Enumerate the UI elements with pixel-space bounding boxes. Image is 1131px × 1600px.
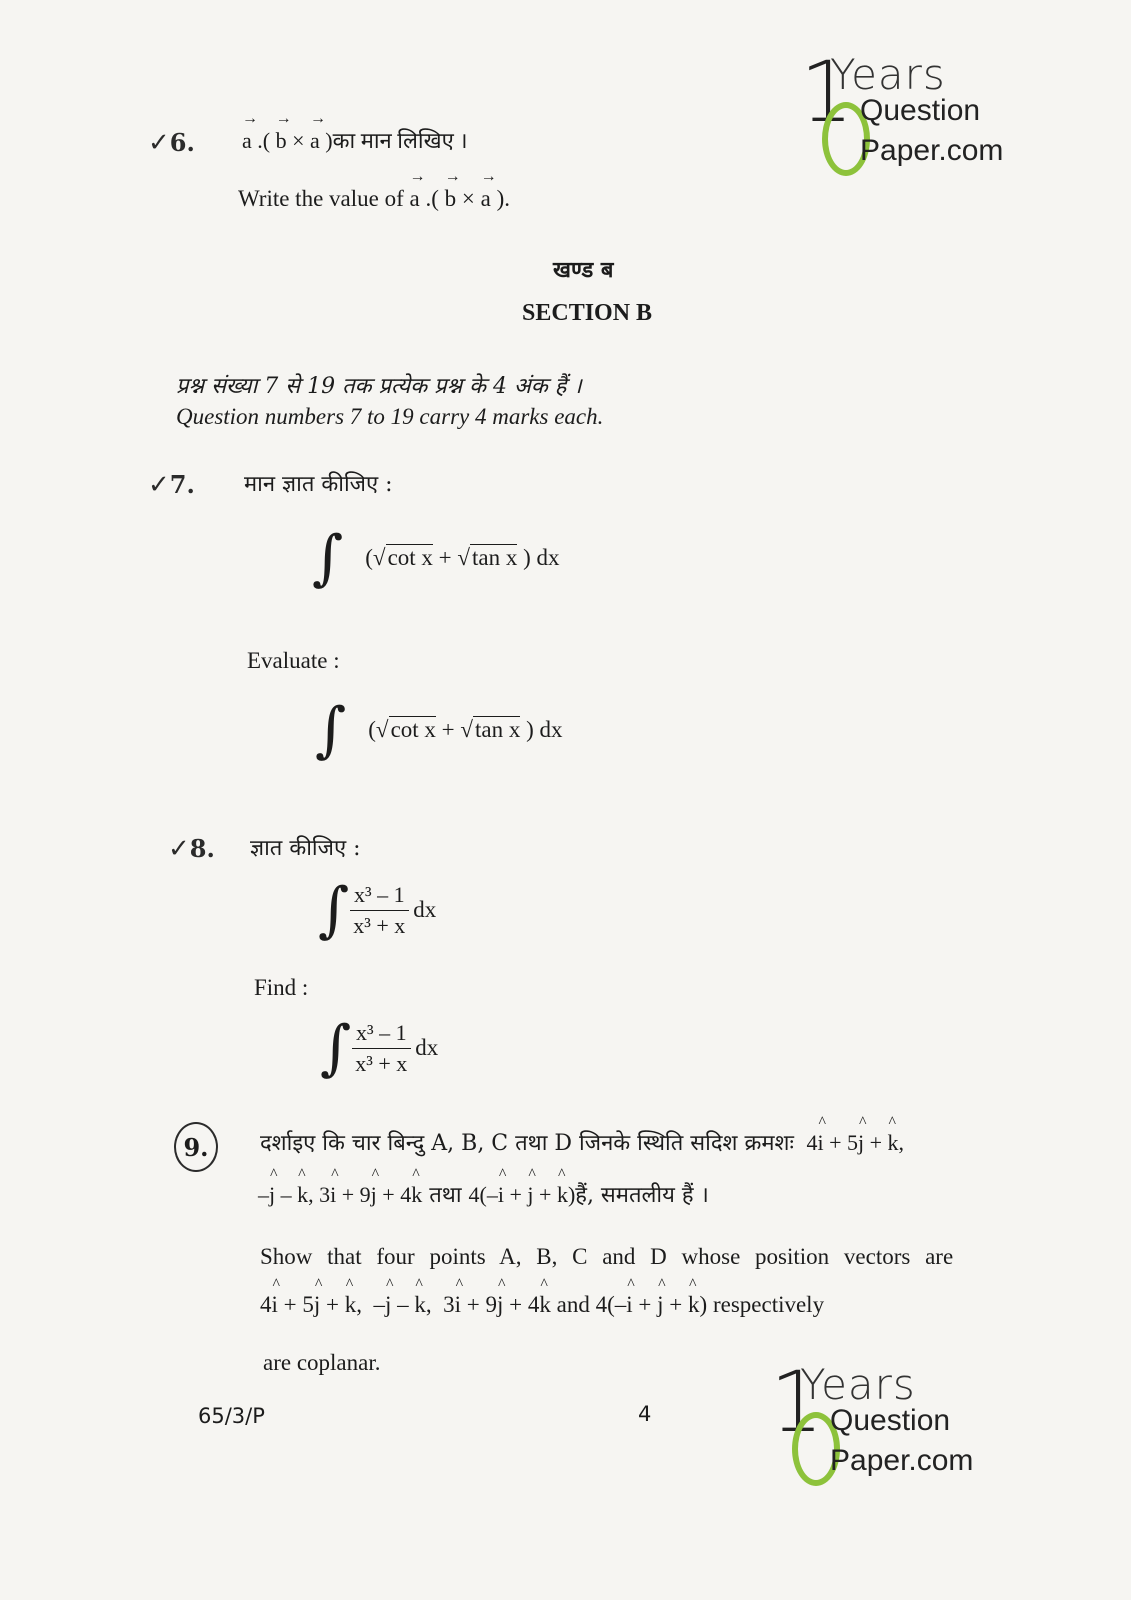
dx-term-3: dx (413, 897, 437, 922)
q7-english: Evaluate : (247, 648, 340, 673)
logo-digit-2: 1 (770, 1353, 824, 1451)
section-hindi: खण्ड ब (553, 257, 614, 283)
fraction-denominator: x³ + x (353, 912, 406, 938)
logo-years-2: Years (800, 1360, 916, 1409)
q9-english-line3: are coplanar. (263, 1350, 381, 1375)
fraction-denominator-2: x³ + x (355, 1050, 408, 1076)
q8-number: ✓8. (168, 834, 215, 864)
q9-english-text-2: respectively (712, 1292, 825, 1317)
site-logo-top (800, 43, 1040, 200)
q8-integral-hindi (318, 875, 437, 945)
vector-a-2: → a (310, 118, 320, 154)
paper-code: 65/3/P (198, 1404, 265, 1428)
integral-sign-2: ∫ (315, 695, 347, 765)
q8-integral-english (320, 1013, 439, 1083)
cot-term-2: cot x (390, 717, 436, 742)
q6-english-line: Write the value of → a .( → b × → a ). (238, 176, 510, 212)
dx-term-4: dx (415, 1035, 439, 1060)
logo-digit: 1 (800, 43, 854, 141)
q8-fraction-2 (351, 1020, 411, 1077)
fraction-numerator: x³ – 1 (350, 882, 409, 911)
instructions-hindi: प्रश्न संख्या 7 से 19 तक प्रत्येक प्रश्न के 4 अंक हैं । (176, 374, 582, 399)
logo-years: Years (830, 50, 946, 99)
q7-hindi: मान ज्ञात कीजिए : (244, 472, 393, 497)
fraction-numerator-2: x³ – 1 (352, 1020, 411, 1049)
q7-integral-english: ∫ (√cot x + √tan x ) dx (315, 695, 563, 765)
q6-number: ✓6. (148, 128, 195, 158)
vector-b: → b (276, 118, 287, 154)
vector-b-2: → b (445, 176, 457, 212)
tan-term-2: tan x (475, 717, 521, 742)
vector-a-4: → a (481, 176, 491, 212)
cot-term: cot x (387, 545, 433, 570)
q8-fraction (349, 882, 409, 939)
integral-sign: ∫ (312, 523, 344, 593)
vector-a: → a (242, 118, 252, 154)
logo-question-2: Question (830, 1404, 951, 1437)
q7-integral-hindi: ∫ (√cot x + √tan x ) dx (312, 523, 560, 593)
tatha-word: तथा (429, 1183, 462, 1208)
q6-hindi-text: )का मान लिखिए । (325, 128, 468, 153)
q9-hindi-line2: –^ j – ^ k, 3^ i + 9^ j + 4^ k तथा 4(–^ i + ^ j + ^ k)हैं, समतलीय हैं । (258, 1174, 709, 1209)
integral-sign-4: ∫ (320, 1013, 352, 1083)
logo-question: Question (860, 94, 981, 127)
dx-term: ) dx (523, 545, 560, 570)
and-word: and (556, 1292, 590, 1317)
q9-english-line2: 4^ i + 5^ j + ^ k, –^ j – ^ k, 3^ i + 9^ j + 4^ k and 4(–^ i + ^ j + ^ k) respectively (260, 1284, 824, 1318)
q6-hindi-line: → a .( → b × → a )का मान लिखिए । (242, 118, 468, 155)
q8-english: Find : (254, 975, 309, 1000)
q9-number: 9. (174, 1122, 218, 1172)
q7-number: ✓7. (148, 470, 195, 500)
page-number: 4 (638, 1402, 652, 1426)
vector-a-3: → a (410, 176, 420, 212)
tan-term: tan x (472, 545, 518, 570)
q9-hindi-text-2: हैं, समतलीय हैं । (575, 1183, 709, 1208)
q8-hindi: ज्ञात कीजिए : (250, 836, 361, 861)
integral-sign-3: ∫ (318, 875, 350, 945)
q9-english-line1: Show that four points A, B, C and D whose position vectors are (260, 1244, 954, 1269)
logo-paper: Paper.com (860, 134, 1004, 167)
logo-paper-2: Paper.com (830, 1444, 974, 1477)
site-logo-bottom (770, 1353, 1010, 1510)
q6-english-text: Write the value of (238, 186, 404, 211)
q9-hindi-line1: दर्शाइए कि चार बिन्दु A, B, C तथा D जिनके स्थिति सदिश क्रमशः 4^ i + 5^ j + ^ k, (260, 1122, 1050, 1157)
q6-english-end: ). (496, 186, 511, 211)
instructions-english: Question numbers 7 to 19 carry 4 marks each. (176, 404, 604, 429)
q9-hindi-text-1: दर्शाइए कि चार बिन्दु A, B, C तथा D जिनके स्थिति सदिश क्रमशः (260, 1131, 794, 1156)
section-title: SECTION B (522, 300, 653, 326)
dx-term-2: ) dx (526, 717, 563, 742)
